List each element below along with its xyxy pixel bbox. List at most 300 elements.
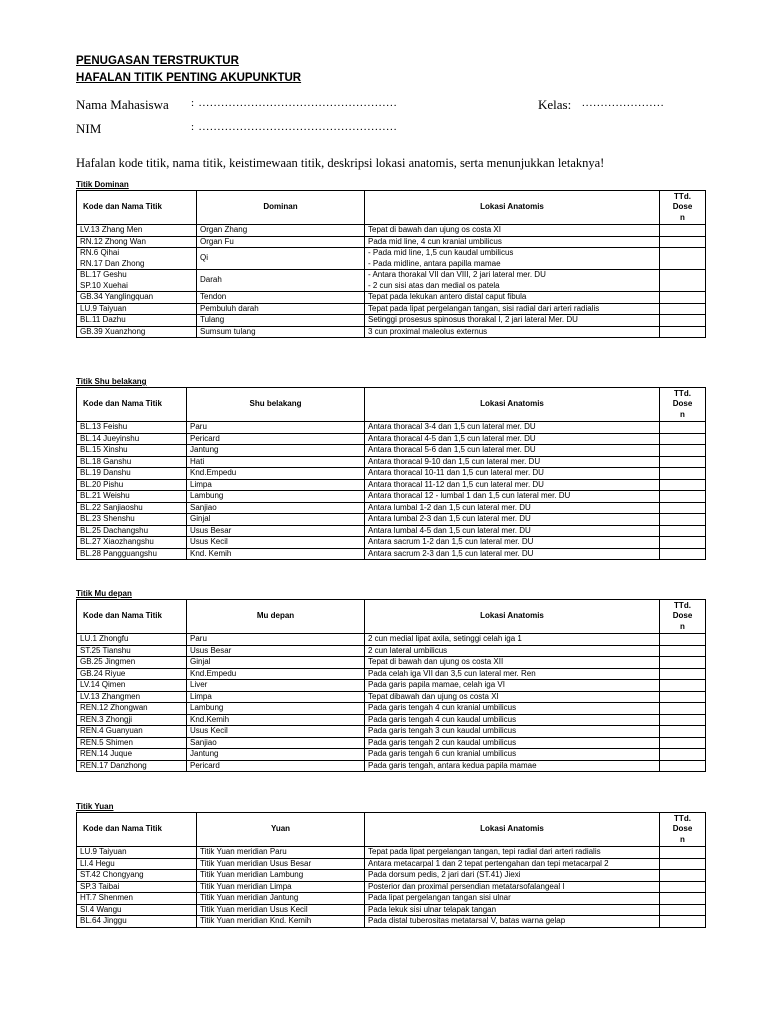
category-text: Darah bbox=[200, 275, 222, 285]
kode-cell bbox=[77, 433, 187, 445]
kode-cell bbox=[77, 737, 187, 749]
lokasi-cell bbox=[365, 456, 660, 468]
category-text: Ginjal bbox=[190, 657, 211, 666]
header-ttd-part: Dose bbox=[672, 611, 693, 621]
kode-cell bbox=[77, 422, 187, 434]
category-cell bbox=[187, 645, 365, 657]
category-cell bbox=[187, 514, 365, 526]
header-lokasi: Lokasi Anatomis bbox=[365, 191, 660, 225]
lokasi-cell bbox=[365, 270, 660, 292]
kode-cell bbox=[77, 491, 187, 503]
category-cell bbox=[187, 422, 365, 434]
table-row bbox=[77, 270, 706, 292]
category-text: Titik Yuan meridian Usus Kecil bbox=[200, 904, 308, 914]
lokasi-text: Antara thoracal 9-10 dan 1,5 cun lateral mer. DU bbox=[368, 456, 541, 466]
kode-cell bbox=[77, 703, 187, 715]
kode-text: ST.42 Chongyang bbox=[80, 870, 144, 879]
table-dominan bbox=[76, 190, 706, 338]
header-kode: Kode dan Nama Titik bbox=[77, 191, 197, 225]
table-shu-belakang bbox=[76, 387, 706, 560]
lokasi-cell bbox=[365, 634, 660, 646]
kode-text: LV.13 Zhang Men bbox=[80, 225, 143, 234]
lokasi-cell bbox=[365, 491, 660, 503]
signature-cell[interactable] bbox=[660, 691, 706, 703]
kode-text: GB.25 Jingmen bbox=[80, 657, 136, 666]
lokasi-cell bbox=[365, 703, 660, 715]
kode-cell bbox=[77, 870, 197, 882]
signature-cell[interactable] bbox=[660, 668, 706, 680]
category-cell bbox=[197, 270, 365, 292]
table-row bbox=[77, 760, 706, 772]
table-header-row bbox=[77, 813, 706, 847]
lokasi-cell bbox=[365, 537, 660, 549]
header-kode: Kode dan Nama Titik bbox=[77, 388, 187, 422]
rows-mu-depan bbox=[77, 634, 706, 772]
kode-text: BL.20 Pishu bbox=[80, 479, 124, 489]
signature-cell[interactable] bbox=[660, 491, 706, 503]
lokasi-text: Antara lumbal 1-2 dan 1,5 cun lateral mer. DU bbox=[368, 502, 531, 512]
category-text: Titik Yuan meridian Usus Besar bbox=[200, 858, 312, 868]
signature-cell[interactable] bbox=[660, 225, 706, 237]
lokasi-cell bbox=[365, 916, 660, 928]
table-row bbox=[77, 514, 706, 526]
kode-cell bbox=[77, 270, 197, 292]
category-cell bbox=[187, 726, 365, 738]
category-text: Sanjiao bbox=[190, 502, 217, 512]
lokasi-cell bbox=[365, 904, 660, 916]
lokasi-text: Antara metacarpal 1 dan 2 tepat pertengahan dan tepi metacarpal 2 bbox=[368, 858, 609, 868]
category-text: Organ Fu bbox=[200, 236, 234, 246]
table-row bbox=[77, 445, 706, 457]
table-row bbox=[77, 916, 706, 928]
table-row bbox=[77, 703, 706, 715]
lokasi-text: Posterior dan proximal persendian metatarsofalangeal I bbox=[368, 881, 565, 891]
lokasi-text: Antara thoracal 12 - lumbal 1 dan 1,5 cun lateral mer. DU bbox=[368, 491, 571, 500]
kode-cell bbox=[77, 456, 187, 468]
signature-cell[interactable] bbox=[660, 904, 706, 916]
kode-text: REN.14 Juque bbox=[80, 749, 133, 758]
signature-cell[interactable] bbox=[660, 303, 706, 315]
header-ttd-dosen bbox=[660, 191, 706, 225]
category-cell bbox=[187, 502, 365, 514]
category-cell bbox=[187, 479, 365, 491]
lokasi-cell bbox=[365, 760, 660, 772]
kode-text: GB.24 Riyue bbox=[80, 668, 126, 678]
table-row bbox=[77, 315, 706, 327]
lokasi-text: Antara sacrum 1-2 dan 1,5 cun lateral mer. DU bbox=[368, 537, 534, 546]
category-text: Titik Yuan meridian Paru bbox=[200, 847, 287, 856]
lokasi-text: Antara thoracal 4-5 dan 1,5 cun lateral mer. DU bbox=[368, 433, 536, 443]
kode-text: BL.17 Geshu bbox=[80, 270, 127, 279]
kode-text: HT.7 Shenmen bbox=[80, 893, 133, 902]
lokasi-cell bbox=[365, 737, 660, 749]
table-row bbox=[77, 726, 706, 738]
kode-text: SP.3 Taibai bbox=[80, 881, 120, 891]
kode-cell bbox=[77, 668, 187, 680]
lokasi-cell bbox=[365, 668, 660, 680]
signature-cell[interactable] bbox=[660, 248, 706, 270]
category-text: Paru bbox=[190, 422, 207, 431]
kode-cell bbox=[77, 691, 187, 703]
category-text: Knd. Kemih bbox=[190, 548, 232, 558]
lokasi-text: Antara thoracal 11-12 dan 1,5 cun lateral mer. DU bbox=[368, 479, 544, 489]
category-text: Jantung bbox=[190, 749, 219, 758]
kelas-field[interactable]: ...................... bbox=[582, 97, 665, 109]
signature-cell[interactable] bbox=[660, 548, 706, 560]
kode-cell bbox=[77, 468, 187, 480]
lokasi-cell bbox=[365, 893, 660, 905]
category-text: Pembuluh darah bbox=[200, 303, 259, 313]
category-text: Ginjal bbox=[190, 514, 211, 523]
header-ttd-part: TTd. bbox=[674, 191, 691, 201]
lokasi-cell bbox=[365, 858, 660, 870]
lokasi-text: - Antara thorakal VII dan VIII, 2 jari lateral mer. DU bbox=[368, 270, 546, 279]
signature-cell[interactable] bbox=[660, 315, 706, 327]
lokasi-cell bbox=[365, 525, 660, 537]
kode-text: BL.14 Jueyinshu bbox=[80, 433, 140, 443]
signature-cell[interactable] bbox=[660, 537, 706, 549]
signature-cell[interactable] bbox=[660, 726, 706, 738]
signature-cell[interactable] bbox=[660, 645, 706, 657]
lokasi-text: Pada garis tengah 3 cun kaudal umbilicus bbox=[368, 726, 517, 735]
kode-text: BL.21 Weishu bbox=[80, 491, 130, 500]
header-ttd-part: n bbox=[680, 409, 685, 419]
lokasi-text: 3 cun proximal maleolus externus bbox=[368, 326, 488, 336]
header-ttd-part: n bbox=[680, 621, 685, 631]
table-row bbox=[77, 491, 706, 503]
lokasi-cell bbox=[365, 315, 660, 327]
table-row bbox=[77, 248, 706, 270]
category-text: Usus Besar bbox=[190, 645, 232, 655]
kode-cell bbox=[77, 236, 197, 248]
category-cell bbox=[187, 703, 365, 715]
signature-cell[interactable] bbox=[660, 236, 706, 248]
category-text: Organ Zhang bbox=[200, 225, 248, 234]
kode-cell bbox=[77, 548, 187, 560]
category-cell bbox=[187, 691, 365, 703]
header-ttd-part: TTd. bbox=[674, 813, 691, 823]
signature-cell[interactable] bbox=[660, 657, 706, 669]
kode-text: BL.11 Dazhu bbox=[80, 315, 126, 324]
lokasi-text: 2 cun medial lipat axila, setinggi celah iga 1 bbox=[368, 634, 522, 643]
header-lokasi: Lokasi Anatomis bbox=[365, 388, 660, 422]
signature-cell[interactable] bbox=[660, 703, 706, 715]
lokasi-text: Antara thoracal 5-6 dan 1,5 cun lateral mer. DU bbox=[368, 445, 536, 454]
lokasi-cell bbox=[365, 292, 660, 304]
table-row bbox=[77, 537, 706, 549]
table-row bbox=[77, 668, 706, 680]
category-text: Titik Yuan meridian Limpa bbox=[200, 881, 292, 891]
kode-cell bbox=[77, 479, 187, 491]
lokasi-cell bbox=[365, 548, 660, 560]
signature-cell[interactable] bbox=[660, 479, 706, 491]
table-row bbox=[77, 737, 706, 749]
signature-cell[interactable] bbox=[660, 737, 706, 749]
table-row bbox=[77, 881, 706, 893]
kode-cell bbox=[77, 760, 187, 772]
category-cell bbox=[187, 433, 365, 445]
section-title-dominan: Titik Dominan bbox=[76, 180, 129, 189]
category-cell bbox=[187, 668, 365, 680]
category-cell bbox=[197, 303, 365, 315]
kode-cell bbox=[77, 881, 197, 893]
lokasi-cell bbox=[365, 502, 660, 514]
signature-cell[interactable] bbox=[660, 881, 706, 893]
lokasi-text: Antara thoracal 3-4 dan 1,5 cun lateral mer. DU bbox=[368, 422, 536, 431]
kode-cell bbox=[77, 657, 187, 669]
lokasi-text: Pada garis tengah 4 cun kaudal umbilicus bbox=[368, 714, 517, 724]
signature-cell[interactable] bbox=[660, 749, 706, 761]
kelas-label: Kelas: bbox=[538, 97, 572, 112]
kode-cell bbox=[77, 303, 197, 315]
header-yuan: Yuan bbox=[197, 813, 365, 847]
kode-text: LU.1 Zhongfu bbox=[80, 634, 129, 643]
category-text: Limpa bbox=[190, 479, 212, 489]
lokasi-text: Tepat pada lipat pergelangan tangan, sisi radial dari arteri radialis bbox=[368, 303, 600, 313]
kode-text: BL.19 Danshu bbox=[80, 468, 131, 477]
lokasi-text: Tepat di bawah dan ujung os costa XI bbox=[368, 225, 501, 234]
category-cell bbox=[197, 916, 365, 928]
lokasi-text: Pada celah iga VII dan 3,5 cun lateral mer. Ren bbox=[368, 668, 536, 678]
table-row bbox=[77, 691, 706, 703]
header-ttd-part: n bbox=[680, 212, 685, 222]
kode-cell bbox=[77, 858, 197, 870]
kode-cell bbox=[77, 904, 197, 916]
kode-cell bbox=[77, 326, 197, 338]
kode-text: REN.17 Danzhong bbox=[80, 760, 147, 770]
header-ttd-part: Dose bbox=[672, 399, 693, 409]
lokasi-cell bbox=[365, 680, 660, 692]
category-text: Usus Kecil bbox=[190, 726, 228, 735]
signature-cell[interactable] bbox=[660, 433, 706, 445]
kode-text: REN.4 Guanyuan bbox=[80, 726, 143, 735]
signature-cell[interactable] bbox=[660, 445, 706, 457]
kode-cell bbox=[77, 537, 187, 549]
kode-text: LV.14 Qimen bbox=[80, 680, 126, 689]
table-row bbox=[77, 502, 706, 514]
category-cell bbox=[197, 858, 365, 870]
signature-cell[interactable] bbox=[660, 270, 706, 292]
table-row bbox=[77, 479, 706, 491]
kode-cell bbox=[77, 714, 187, 726]
category-cell bbox=[187, 657, 365, 669]
nim-label: NIM bbox=[76, 121, 102, 136]
category-text: Tulang bbox=[200, 315, 225, 324]
kode-text: BL.28 Pangguangshu bbox=[80, 548, 157, 558]
table-row bbox=[77, 858, 706, 870]
table-mu-depan bbox=[76, 599, 706, 772]
signature-cell[interactable] bbox=[660, 714, 706, 726]
signature-cell[interactable] bbox=[660, 680, 706, 692]
lokasi-text: Pada garis tengah, antara kedua papila mamae bbox=[368, 760, 537, 770]
category-cell bbox=[187, 468, 365, 480]
table-row bbox=[77, 548, 706, 560]
table-header-row bbox=[77, 388, 706, 422]
kode-text: LI.4 Hegu bbox=[80, 858, 115, 868]
lokasi-text: Pada distal tuberositas metatarsal V, batas warna gelap bbox=[368, 916, 566, 925]
table-row bbox=[77, 292, 706, 304]
signature-cell[interactable] bbox=[660, 916, 706, 928]
category-text: Lambung bbox=[190, 491, 224, 500]
kode-cell bbox=[77, 726, 187, 738]
kode-cell bbox=[77, 847, 197, 859]
signature-cell[interactable] bbox=[660, 893, 706, 905]
table-header-row bbox=[77, 191, 706, 225]
header-ttd-part: n bbox=[680, 834, 685, 844]
kode-cell bbox=[77, 634, 187, 646]
header-ttd-dosen bbox=[660, 813, 706, 847]
lokasi-cell bbox=[365, 422, 660, 434]
kode-text: BL.13 Feishu bbox=[80, 422, 128, 431]
kode-text: REN.12 Zhongwan bbox=[80, 703, 148, 712]
table-row bbox=[77, 893, 706, 905]
category-text: Qi bbox=[200, 253, 208, 263]
signature-cell[interactable] bbox=[660, 292, 706, 304]
lokasi-cell bbox=[365, 303, 660, 315]
kode-cell bbox=[77, 916, 197, 928]
table-row bbox=[77, 326, 706, 338]
table-header-row bbox=[77, 600, 706, 634]
signature-cell[interactable] bbox=[660, 858, 706, 870]
kode-cell bbox=[77, 445, 187, 457]
kode-text: RN.6 Qihai bbox=[80, 248, 120, 257]
kode-text: LV.13 Zhangmen bbox=[80, 691, 141, 701]
lokasi-cell bbox=[365, 847, 660, 859]
header-ttd-dosen bbox=[660, 600, 706, 634]
kode-text: BL.18 Ganshu bbox=[80, 456, 132, 466]
header-ttd-dosen bbox=[660, 388, 706, 422]
category-cell bbox=[197, 292, 365, 304]
header-ttd-part: TTd. bbox=[674, 600, 691, 610]
nim-field[interactable]: : ..................................................... bbox=[191, 121, 398, 133]
category-cell bbox=[187, 737, 365, 749]
lokasi-cell bbox=[365, 433, 660, 445]
category-text: Pericard bbox=[190, 433, 220, 443]
category-text: Knd.Kemih bbox=[190, 714, 230, 724]
signature-cell[interactable] bbox=[660, 847, 706, 859]
signature-cell[interactable] bbox=[660, 468, 706, 480]
category-cell bbox=[187, 548, 365, 560]
category-text: Usus Besar bbox=[190, 525, 232, 535]
category-cell bbox=[187, 760, 365, 772]
category-cell bbox=[187, 749, 365, 761]
lokasi-text: - Pada midline, antara papilla mamae bbox=[368, 258, 501, 268]
kode-text: SI.4 Wangu bbox=[80, 904, 122, 914]
category-cell bbox=[187, 525, 365, 537]
table-row bbox=[77, 680, 706, 692]
nama-field[interactable]: : ..................................................... bbox=[191, 97, 398, 109]
lokasi-cell bbox=[365, 248, 660, 270]
section-title-yuan: Titik Yuan bbox=[76, 802, 114, 811]
lokasi-cell bbox=[365, 326, 660, 338]
kode-cell bbox=[77, 502, 187, 514]
lokasi-text: Pada garis tengah 6 cun kranial umbilicus bbox=[368, 749, 517, 758]
signature-cell[interactable] bbox=[660, 422, 706, 434]
header-ttd-part: TTd. bbox=[674, 388, 691, 398]
table-row bbox=[77, 847, 706, 859]
category-text: Sumsum tulang bbox=[200, 326, 256, 336]
rows-dominan bbox=[77, 225, 706, 338]
category-text: Limpa bbox=[190, 691, 212, 701]
table-row bbox=[77, 225, 706, 237]
category-text: Knd.Empedu bbox=[190, 468, 237, 477]
kode-text: LU.9 Taiyuan bbox=[80, 303, 127, 313]
table-row bbox=[77, 870, 706, 882]
lokasi-cell bbox=[365, 749, 660, 761]
lokasi-cell bbox=[365, 714, 660, 726]
signature-cell[interactable] bbox=[660, 456, 706, 468]
kode-cell bbox=[77, 645, 187, 657]
table-row bbox=[77, 714, 706, 726]
kode-cell bbox=[77, 292, 197, 304]
category-text: Usus Kecil bbox=[190, 537, 228, 546]
category-cell bbox=[197, 847, 365, 859]
header-shu-belakang: Shu belakang bbox=[187, 388, 365, 422]
category-cell bbox=[187, 680, 365, 692]
kode-cell bbox=[77, 248, 197, 270]
header-mu-depan: Mu depan bbox=[187, 600, 365, 634]
category-text: Liver bbox=[190, 680, 208, 689]
lokasi-text: Antara lumbal 2-3 dan 1,5 cun lateral mer. DU bbox=[368, 514, 531, 523]
kode-cell bbox=[77, 749, 187, 761]
category-text: Hati bbox=[190, 456, 205, 466]
lokasi-cell bbox=[365, 726, 660, 738]
lokasi-cell bbox=[365, 657, 660, 669]
instruction-text: Hafalan kode titik, nama titik, keistimewaan titik, deskripsi lokasi anatomis, serta menunjukkan letaknya! bbox=[76, 156, 605, 170]
kode-cell bbox=[77, 680, 187, 692]
category-text: Pericard bbox=[190, 760, 220, 770]
category-cell bbox=[197, 904, 365, 916]
lokasi-cell bbox=[365, 881, 660, 893]
document-title-line-2: HAFALAN TITIK PENTING AKUPUNKTUR bbox=[76, 72, 302, 84]
lokasi-text: Pada garis papila mamae, celah iga VI bbox=[368, 680, 505, 689]
category-cell bbox=[187, 491, 365, 503]
category-cell bbox=[197, 326, 365, 338]
signature-cell[interactable] bbox=[660, 870, 706, 882]
table-row bbox=[77, 645, 706, 657]
signature-cell[interactable] bbox=[660, 760, 706, 772]
signature-cell[interactable] bbox=[660, 502, 706, 514]
signature-cell[interactable] bbox=[660, 514, 706, 526]
nama-label: Nama Mahasiswa bbox=[76, 97, 169, 112]
signature-cell[interactable] bbox=[660, 326, 706, 338]
document-title-line-1: PENUGASAN TERSTRUKTUR bbox=[76, 55, 239, 67]
lokasi-cell bbox=[365, 225, 660, 237]
kode-text: RN.17 Dan Zhong bbox=[80, 258, 145, 268]
lokasi-text: Pada lipat pergelangan tangan sisi ulnar bbox=[368, 893, 511, 902]
header-ttd-part: Dose bbox=[672, 824, 693, 834]
section-title-mu-depan: Titik Mu depan bbox=[76, 589, 132, 598]
kode-text: RN.12 Zhong Wan bbox=[80, 236, 146, 246]
signature-cell[interactable] bbox=[660, 525, 706, 537]
header-dominan: Dominan bbox=[197, 191, 365, 225]
lokasi-text: Tepat dibawah dan ujung os costa XI bbox=[368, 691, 499, 701]
lokasi-cell bbox=[365, 445, 660, 457]
category-cell bbox=[197, 870, 365, 882]
header-kode: Kode dan Nama Titik bbox=[77, 813, 197, 847]
signature-cell[interactable] bbox=[660, 634, 706, 646]
kode-text: BL.27 Xiaozhangshu bbox=[80, 537, 154, 546]
kode-text: GB.34 Yanglingquan bbox=[80, 292, 154, 301]
kode-text: ST.25 Tianshu bbox=[80, 645, 131, 655]
category-text: Sanjiao bbox=[190, 737, 217, 747]
category-text: Titik Yuan meridian Lambung bbox=[200, 870, 304, 879]
lokasi-text: Antara sacrum 2-3 dan 1,5 cun lateral mer. DU bbox=[368, 548, 534, 558]
table-row bbox=[77, 657, 706, 669]
lokasi-text: Tepat pada lipat pergelangan tangan, tepi radial dari arteri radialis bbox=[368, 847, 601, 856]
lokasi-text: Pada dorsum pedis, 2 jari dari (ST.41) Jiexi bbox=[368, 870, 521, 879]
category-cell bbox=[197, 881, 365, 893]
